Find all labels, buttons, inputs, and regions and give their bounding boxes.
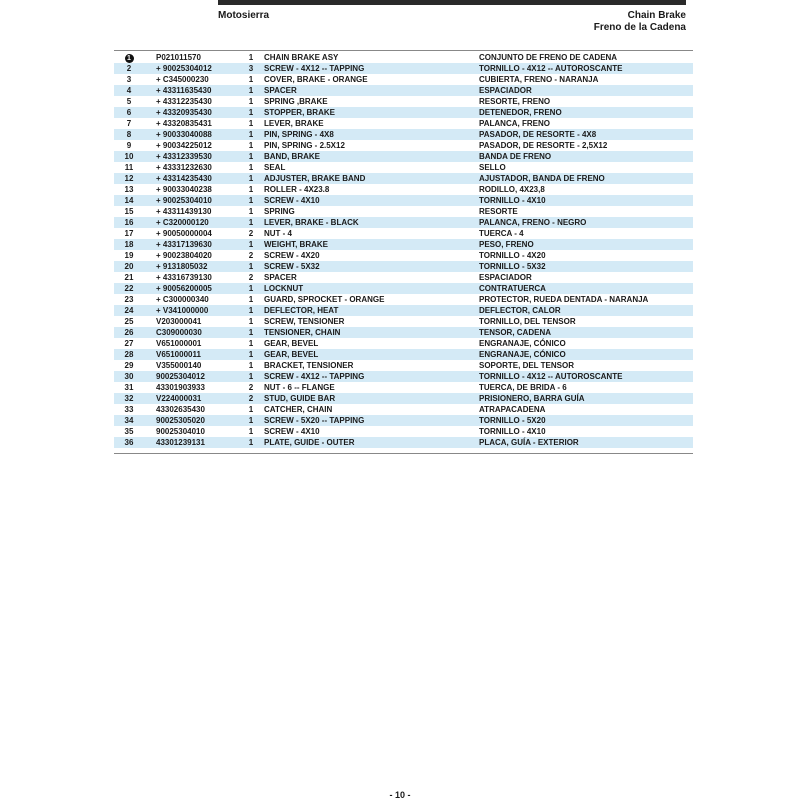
description-en: SCREW - 4X10 [260, 195, 475, 206]
quantity: 1 [248, 427, 254, 436]
description-en: SEAL [264, 163, 286, 172]
table-row [114, 129, 693, 140]
page-title-en: Chain Brake [627, 10, 686, 21]
quantity: 1 [242, 437, 260, 448]
part-number: V355000140 [156, 361, 202, 370]
description-es: TORNILLO - 4X10 [475, 195, 693, 206]
table-top-rule [114, 50, 693, 51]
description-es: SOPORTE, DEL TENSOR [479, 361, 574, 370]
quantity: 2 [248, 229, 254, 238]
description-en: TENSIONER, CHAIN [260, 327, 475, 338]
quantity: 1 [242, 261, 260, 272]
quantity: 1 [242, 85, 260, 96]
description-en: DEFLECTOR, HEAT [260, 305, 475, 316]
ref-number: 29 [124, 361, 134, 370]
part-number: + 43317139630 [144, 239, 242, 250]
table-row [114, 327, 693, 338]
table-row [114, 107, 693, 118]
ref-number: 31 [124, 383, 134, 392]
description-en: PIN, SPRING - 4X8 [260, 129, 475, 140]
description-es: PRISIONERO, BARRA GUÍA [475, 393, 693, 404]
ref-number: 17 [124, 229, 134, 238]
part-number: + 90025304012 [144, 63, 242, 74]
ref-number: 4 [114, 85, 144, 96]
part-number: V224000031 [144, 393, 242, 404]
description-en: SPACER [260, 85, 475, 96]
table-row [114, 250, 693, 261]
part-number: + 90025304010 [144, 195, 242, 206]
ref-number: 19 [124, 251, 134, 260]
ref-number: 21 [124, 273, 134, 282]
quantity: 1 [248, 295, 254, 304]
quantity: 1 [242, 107, 260, 118]
description-en: CATCHER, CHAIN [264, 405, 333, 414]
table-bottom-rule [114, 453, 693, 454]
description-es: PALANCA, FRENO - NEGRO [475, 217, 693, 228]
table-row [114, 305, 693, 316]
description-es: TUERCA, DE BRIDA - 6 [479, 383, 567, 392]
quantity: 1 [248, 185, 254, 194]
quantity: 2 [242, 393, 260, 404]
quantity: 1 [242, 239, 260, 250]
description-en: PIN, SPRING - 2.5X12 [264, 141, 345, 150]
part-number: + 43331232630 [156, 163, 212, 172]
part-number: V651000011 [144, 349, 242, 360]
quantity: 1 [248, 163, 254, 172]
description-en: WEIGHT, BRAKE [260, 239, 475, 250]
part-number: + C300000340 [156, 295, 209, 304]
part-number: 43301239131 [144, 437, 242, 448]
quantity: 1 [242, 173, 260, 184]
table-row [114, 173, 693, 184]
ref-number: 6 [114, 107, 144, 118]
table-row [114, 338, 693, 349]
ref-number-badge: 1 [125, 54, 134, 63]
quantity: 2 [248, 383, 254, 392]
table-row [114, 206, 693, 217]
quantity: 1 [242, 371, 260, 382]
description-en: SCREW - 5X20 -- TAPPING [260, 415, 475, 426]
table-row [114, 371, 693, 382]
description-es: CONJUNTO DE FRENO DE CADENA [479, 53, 618, 62]
quantity: 1 [248, 75, 254, 84]
quantity: 3 [242, 63, 260, 74]
part-number: + 9131805032 [144, 261, 242, 272]
ref-number: 27 [124, 339, 134, 348]
page-title-es: Freno de la Cadena [593, 22, 686, 33]
description-es: CONTRATUERCA [475, 283, 693, 294]
part-number: + 43311439130 [156, 207, 212, 216]
ref-number [114, 52, 144, 63]
description-es: RESORTE [479, 207, 518, 216]
description-es: PALANCA, FRENO [479, 119, 550, 128]
description-en: LEVER, BRAKE - BLACK [260, 217, 475, 228]
ref-number: 10 [114, 151, 144, 162]
ref-number: 13 [124, 185, 134, 194]
header-bar [218, 0, 686, 5]
description-en: SCREW - 4X20 [264, 251, 320, 260]
quantity: 1 [242, 327, 260, 338]
description-es: TORNILLO - 5X32 [475, 261, 693, 272]
description-es: ENGRANAJE, CÓNICO [475, 349, 693, 360]
ref-number: 18 [114, 239, 144, 250]
quantity: 1 [242, 415, 260, 426]
quantity: 1 [242, 305, 260, 316]
quantity: 1 [242, 151, 260, 162]
quantity: 1 [248, 53, 254, 62]
part-number: + C320000120 [144, 217, 242, 228]
description-es: ESPACIADOR [479, 273, 532, 282]
table-row [114, 426, 693, 437]
description-en: SCREW - 4X10 [264, 427, 320, 436]
description-es: ATRAPACADENA [479, 405, 546, 414]
part-number: + 90033040238 [156, 185, 212, 194]
description-es: ESPACIADOR [475, 85, 693, 96]
description-en: BAND, BRAKE [260, 151, 475, 162]
part-number: + 90023804020 [156, 251, 212, 260]
part-number: 90025305020 [144, 415, 242, 426]
description-es: RESORTE, FRENO [479, 97, 551, 106]
table-row [114, 118, 693, 129]
ref-number: 5 [126, 97, 132, 106]
description-en: SCREW - 4X12 -- TAPPING [260, 371, 475, 382]
description-en: GEAR, BEVEL [260, 349, 475, 360]
table-row [114, 52, 693, 63]
ref-number: 8 [114, 129, 144, 140]
ref-number: 24 [114, 305, 144, 316]
description-en: ROLLER - 4X23.8 [264, 185, 330, 194]
part-number: + 90034225012 [156, 141, 212, 150]
ref-number: 7 [126, 119, 132, 128]
description-en: GEAR, BEVEL [264, 339, 319, 348]
table-row [114, 151, 693, 162]
table-row [114, 393, 693, 404]
part-number: + 43311635430 [144, 85, 242, 96]
table-row [114, 261, 693, 272]
description-es: DETENEDOR, FRENO [475, 107, 693, 118]
quantity: 1 [242, 129, 260, 140]
description-en: COVER, BRAKE - ORANGE [264, 75, 368, 84]
ref-number: 35 [124, 427, 134, 436]
part-number: + V341000000 [144, 305, 242, 316]
ref-number: 11 [124, 163, 134, 172]
quantity: 2 [248, 251, 254, 260]
description-en: SPRING ,BRAKE [264, 97, 328, 106]
ref-number: 15 [124, 207, 134, 216]
part-number: + 43312339530 [144, 151, 242, 162]
ref-number: 12 [114, 173, 144, 184]
table-row [114, 195, 693, 206]
description-en: STUD, GUIDE BAR [260, 393, 475, 404]
ref-number: 9 [126, 141, 132, 150]
description-en: STOPPER, BRAKE [260, 107, 475, 118]
part-number: + 43320835431 [156, 119, 212, 128]
brand-logo [112, 0, 172, 6]
quantity: 1 [248, 339, 254, 348]
description-es: ENGRANAJE, CÓNICO [479, 339, 566, 348]
part-number: + 43312235430 [156, 97, 212, 106]
quantity: 1 [242, 349, 260, 360]
quantity: 2 [248, 273, 254, 282]
description-es: PROTECTOR, RUEDA DENTADA - NARANJA [479, 295, 649, 304]
description-es: SELLO [479, 163, 506, 172]
description-es: TORNILLO - 5X20 [475, 415, 693, 426]
description-en: SCREW - 4X12 -- TAPPING [260, 63, 475, 74]
ref-number: 26 [114, 327, 144, 338]
quantity: 1 [248, 317, 254, 326]
description-es: RODILLO, 4X23,8 [479, 185, 545, 194]
quantity: 1 [248, 141, 254, 150]
table-row [114, 74, 693, 85]
description-en: PLATE, GUIDE - OUTER [260, 437, 475, 448]
part-number: V651000001 [156, 339, 202, 348]
table-row [114, 437, 693, 448]
table-row [114, 85, 693, 96]
table-row [114, 404, 693, 415]
description-es: TUERCA - 4 [479, 229, 524, 238]
table-row [114, 382, 693, 393]
description-es: BANDA DE FRENO [475, 151, 693, 162]
description-es: TENSOR, CADENA [475, 327, 693, 338]
quantity: 1 [248, 405, 254, 414]
table-row [114, 217, 693, 228]
quantity: 1 [248, 207, 254, 216]
part-number: 90025304010 [156, 427, 205, 436]
table-row [114, 63, 693, 74]
description-en: LOCKNUT [260, 283, 475, 294]
description-es: CUBIERTA, FRENO - NARANJA [479, 75, 599, 84]
quantity: 1 [248, 119, 254, 128]
table-row [114, 184, 693, 195]
table-row [114, 96, 693, 107]
table-row [114, 349, 693, 360]
ref-number: 34 [114, 415, 144, 426]
description-en: SPACER [264, 273, 297, 282]
ref-number: 25 [124, 317, 134, 326]
ref-number: 16 [114, 217, 144, 228]
page-number: - 10 - [389, 790, 411, 800]
part-number: + 43314235430 [144, 173, 242, 184]
parts-table-body [114, 52, 693, 448]
ref-number: 20 [114, 261, 144, 272]
description-es: PLACA, GUÍA - EXTERIOR [475, 437, 693, 448]
description-es: PESO, FRENO [475, 239, 693, 250]
table-row [114, 239, 693, 250]
ref-number: 3 [126, 75, 132, 84]
description-en: SCREW, TENSIONER [264, 317, 345, 326]
part-number: + 43320935430 [144, 107, 242, 118]
quantity: 1 [242, 283, 260, 294]
ref-number: 14 [114, 195, 144, 206]
quantity: 1 [248, 361, 254, 370]
description-es: PASADOR, DE RESORTE - 2,5X12 [479, 141, 608, 150]
part-number: 43301903933 [156, 383, 205, 392]
description-en: NUT - 4 [264, 229, 292, 238]
ref-number: 32 [114, 393, 144, 404]
description-en: GUARD, SPROCKET - ORANGE [264, 295, 385, 304]
ref-number: 30 [114, 371, 144, 382]
description-en: CHAIN BRAKE ASY [264, 53, 339, 62]
description-es: TORNILLO, DEL TENSOR [479, 317, 576, 326]
description-en: LEVER, BRAKE [264, 119, 324, 128]
part-number: C309000030 [144, 327, 242, 338]
table-row [114, 140, 693, 151]
quantity: 1 [248, 97, 254, 106]
description-es: PASADOR, DE RESORTE - 4X8 [475, 129, 693, 140]
table-row [114, 162, 693, 173]
table-row [114, 272, 693, 283]
description-en: NUT - 6 -- FLANGE [264, 383, 335, 392]
description-es: TORNILLO - 4X12 -- AUTOROSCANTE [475, 371, 693, 382]
quantity: 1 [242, 195, 260, 206]
ref-number: 36 [114, 437, 144, 448]
section-title: Motosierra [218, 10, 270, 21]
description-en: SCREW - 5X32 [260, 261, 475, 272]
part-number: 90025304012 [144, 371, 242, 382]
description-es: TORNILLO - 4X20 [479, 251, 546, 260]
description-en: ADJUSTER, BRAKE BAND [260, 173, 475, 184]
ref-number: 33 [124, 405, 134, 414]
part-number: + 43316739130 [156, 273, 212, 282]
description-es: TORNILLO - 4X10 [479, 427, 546, 436]
part-number: + 90056200005 [144, 283, 242, 294]
table-row [114, 294, 693, 305]
parts-table [114, 52, 693, 448]
table-row [114, 415, 693, 426]
part-number: 43302635430 [156, 405, 205, 414]
description-es: DEFLECTOR, CALOR [475, 305, 693, 316]
part-number: + C345000230 [156, 75, 209, 84]
description-es: TORNILLO - 4X12 -- AUTOROSCANTE [475, 63, 693, 74]
ref-number: 2 [114, 63, 144, 74]
ref-number: 23 [124, 295, 134, 304]
part-number: P021011570 [156, 53, 201, 62]
part-number: + 90033040088 [144, 129, 242, 140]
description-en: BRACKET, TENSIONER [264, 361, 354, 370]
table-row [114, 316, 693, 327]
table-row [114, 283, 693, 294]
part-number: + 90050000004 [156, 229, 212, 238]
quantity: 1 [242, 217, 260, 228]
part-number: V203000041 [156, 317, 202, 326]
description-es: AJUSTADOR, BANDA DE FRENO [475, 173, 693, 184]
page-title [594, 10, 686, 34]
ref-number: 28 [114, 349, 144, 360]
description-en: SPRING [264, 207, 295, 216]
table-row [114, 360, 693, 371]
ref-number: 22 [114, 283, 144, 294]
table-row [114, 228, 693, 239]
